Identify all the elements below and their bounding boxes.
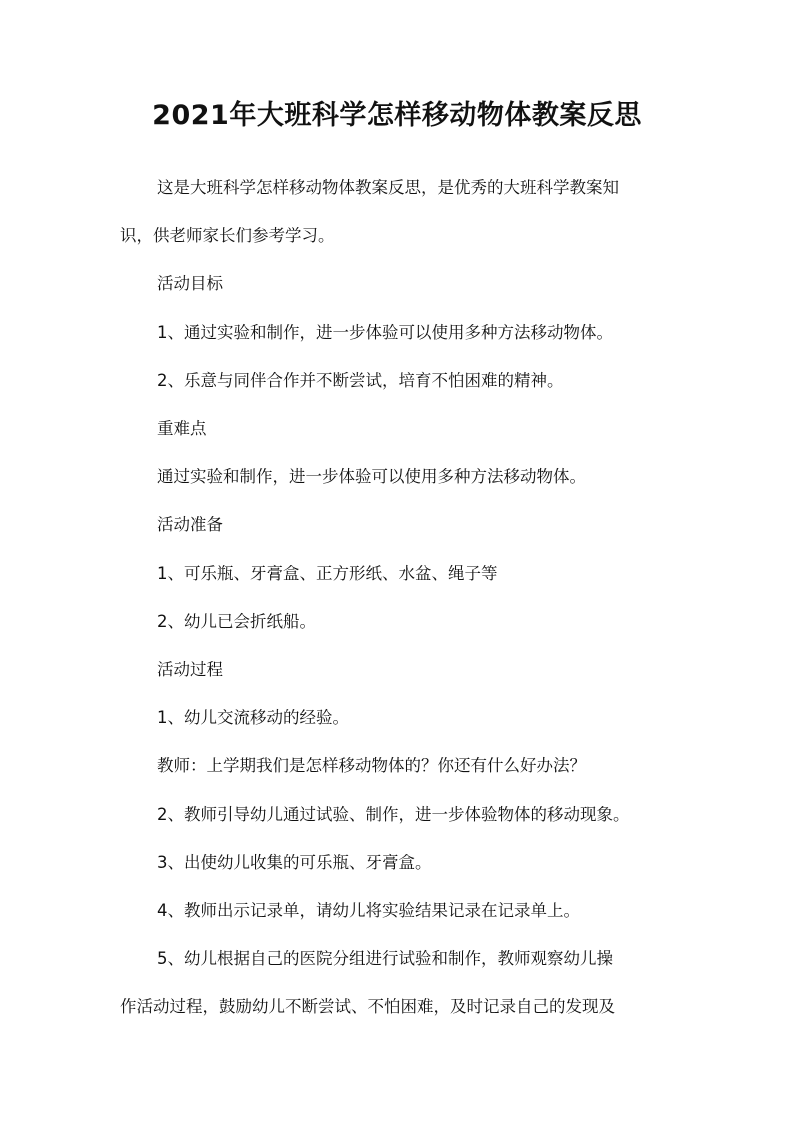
section-heading-key-points: 重难点 (157, 419, 207, 439)
paragraph-preparation-2: 2、幼儿已会折纸船。 (157, 611, 316, 631)
paragraph-process-2: 2、教师引导幼儿通过试验、制作，进一步体验物体的移动现象。 (157, 804, 630, 824)
paragraph-preparation-1: 1、可乐瓶、牙膏盒、正方形纸、水盆、绳子等 (157, 563, 498, 583)
paragraph-goal-1: 1、通过实验和制作，进一步体验可以使用多种方法移动物体。 (157, 322, 613, 342)
section-heading-goals: 活动目标 (157, 274, 223, 294)
paragraph-process-4: 4、教师出示记录单，请幼儿将实验结果记录在记录单上。 (157, 901, 580, 921)
paragraph-process-1: 1、幼儿交流移动的经验。 (157, 708, 349, 728)
section-heading-preparation: 活动准备 (157, 515, 223, 535)
paragraph-teacher-question: 教师：上学期我们是怎样移动物体的？你还有什么好办法？ (157, 756, 586, 776)
section-heading-process: 活动过程 (157, 660, 223, 680)
paragraph-line: 识，供老师家长们参考学习。 (120, 226, 335, 246)
paragraph-intro (120, 164, 676, 260)
paragraph-process-5 (120, 935, 676, 1031)
paragraph-line: 作活动过程，鼓励幼儿不断尝试、不怕困难，及时记录自己的发现及 (120, 997, 615, 1017)
paragraph-key-point: 通过实验和制作，进一步体验可以使用多种方法移动物体。 (157, 467, 586, 487)
paragraph-goal-2: 2、乐意与同伴合作并不断尝试，培育不怕困难的精神。 (157, 370, 564, 390)
page-title: 2021年大班科学怎样移动物体教案反思 (152, 100, 642, 131)
document-body (120, 164, 676, 1032)
paragraph-line: 5、幼儿根据自己的医院分组进行试验和制作，教师观察幼儿操 (157, 949, 613, 969)
paragraph-line: 这是大班科学怎样移动物体教案反思，是优秀的大班科学教案知 (157, 178, 619, 197)
paragraph-process-3: 3、出使幼儿收集的可乐瓶、牙膏盒。 (157, 852, 432, 872)
